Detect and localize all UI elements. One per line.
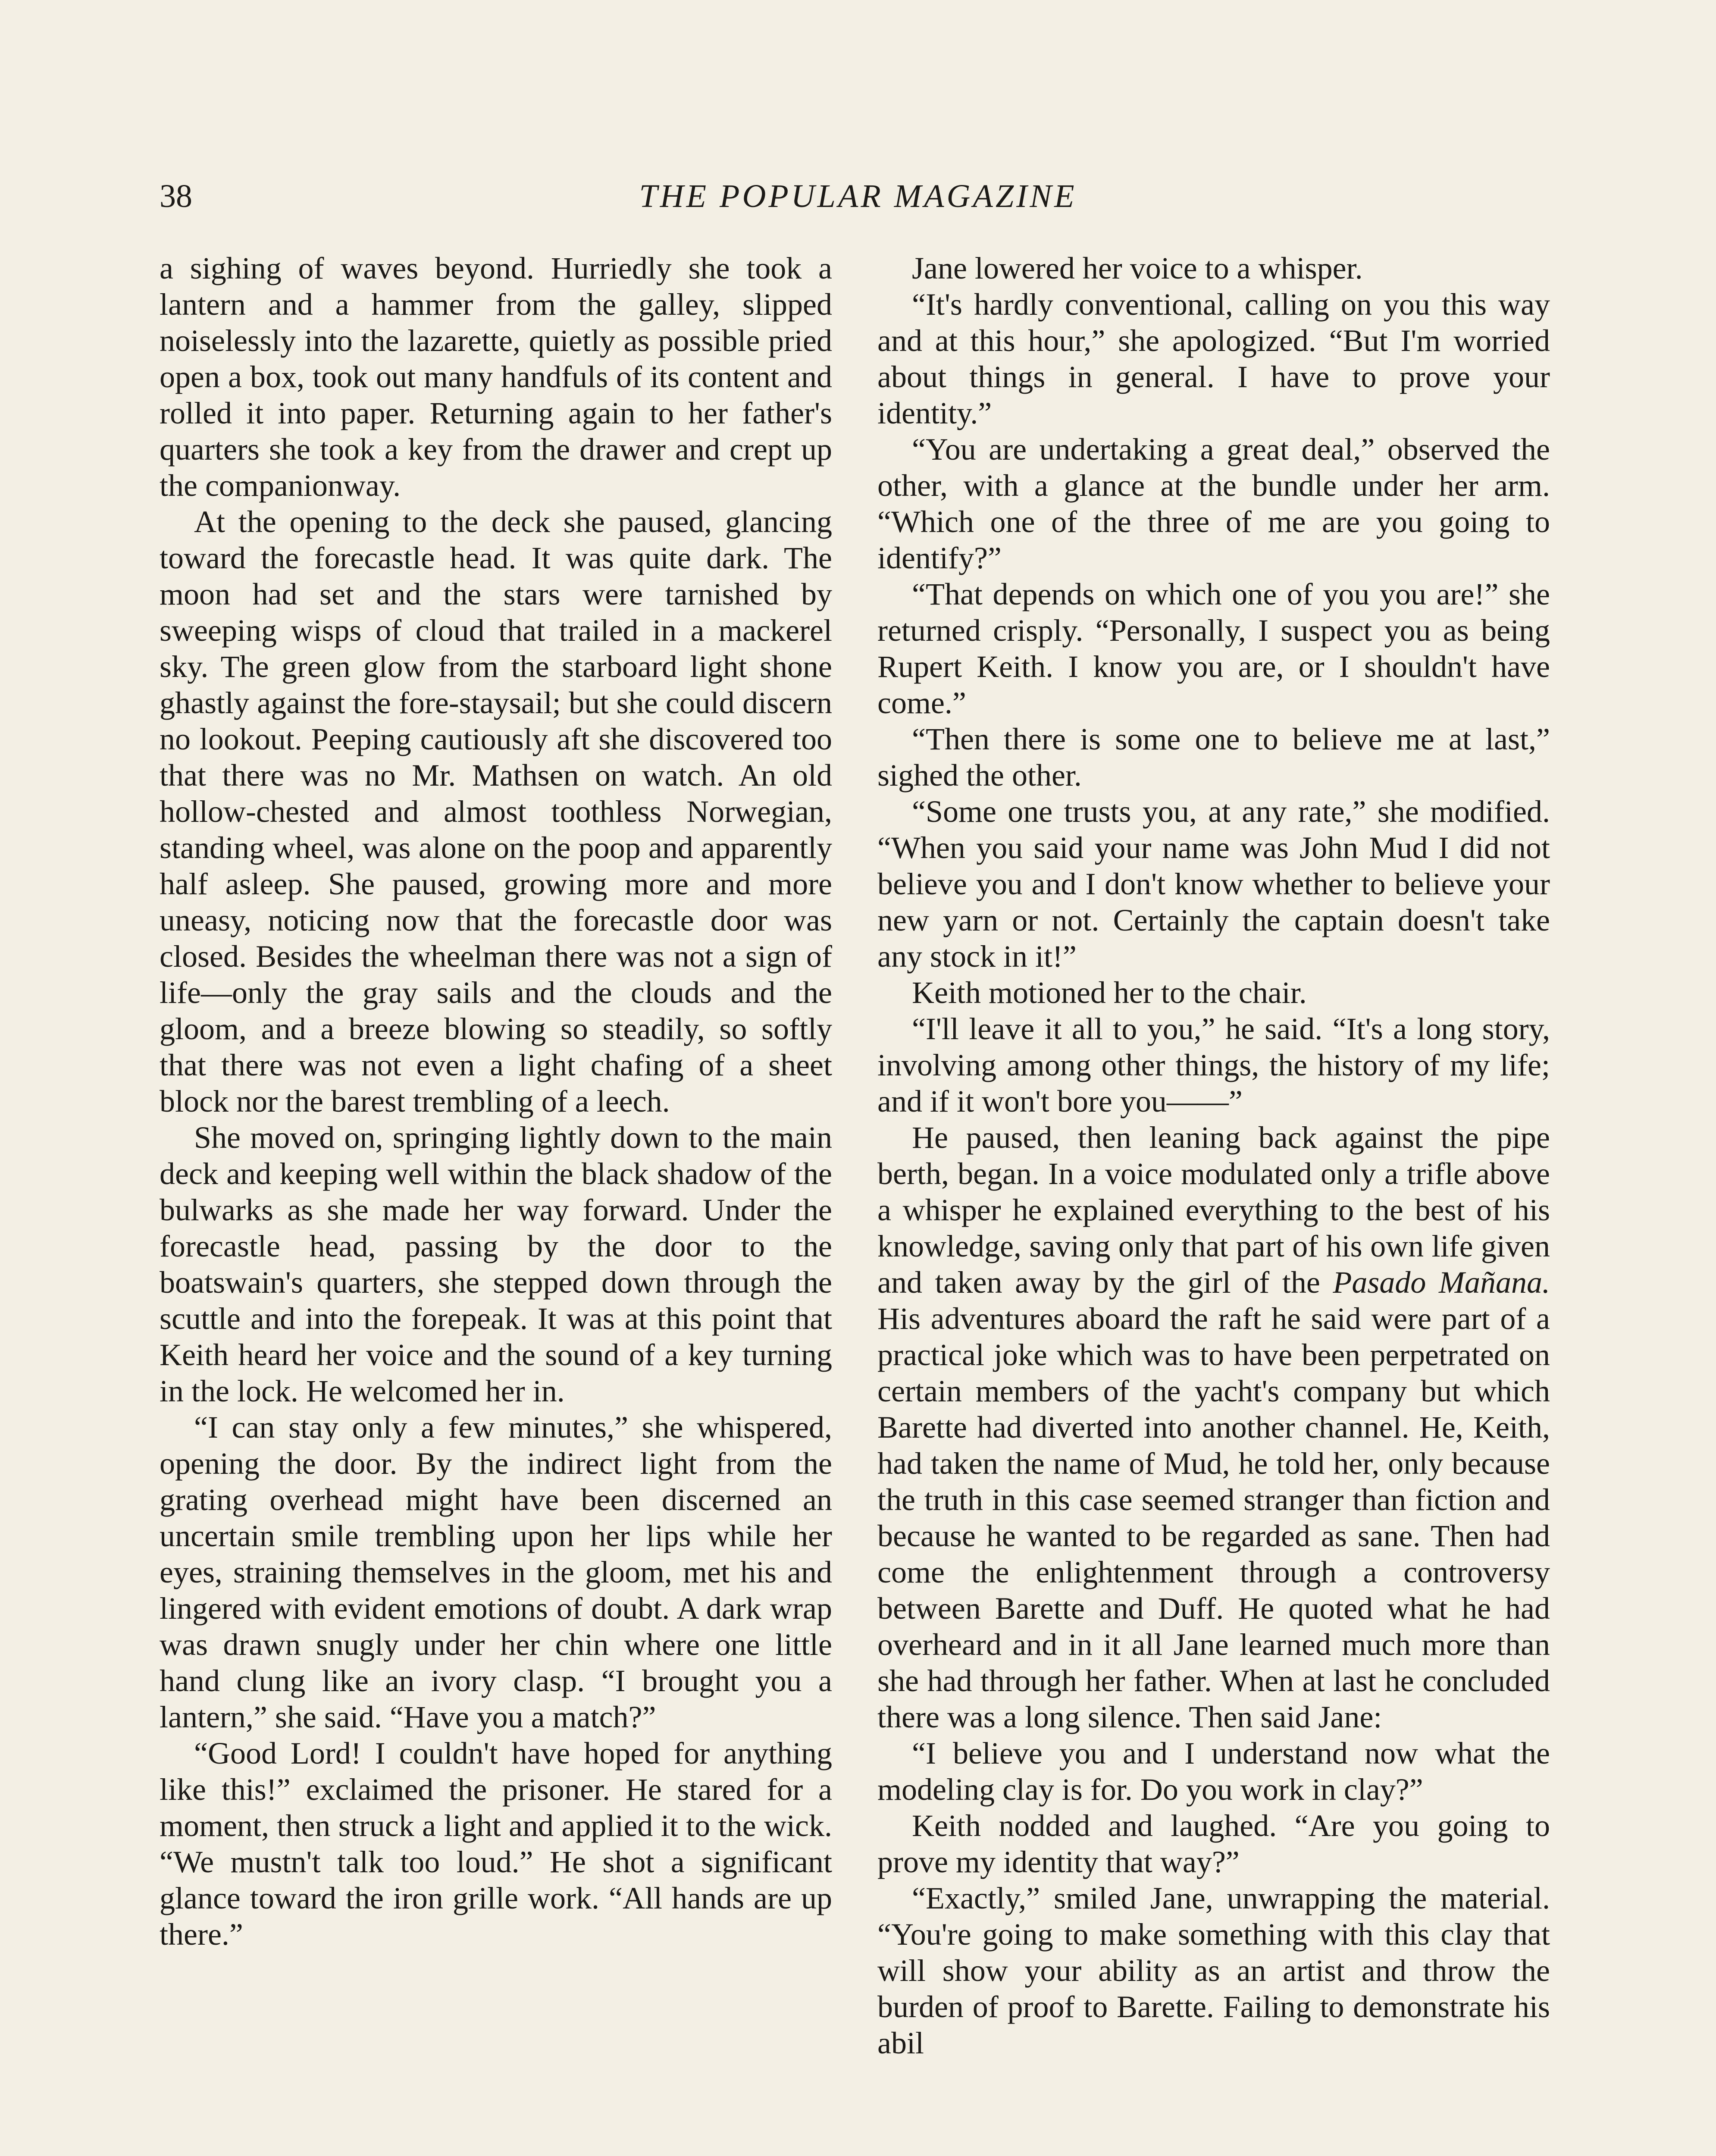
ship-name: Pasado Mañana.: [1333, 1265, 1550, 1300]
paragraph: Keith motioned her to the chair.: [912, 975, 1307, 1010]
paragraph-text: His adventures aboard the raft he said were part of a practical joke which was to have been perpetrated on certain members of the yacht's company but which Barette had diverted into another channel. He, Keith, had taken the name of Mud, he told her, only because the truth in this case seemed stranger than fiction and because he wanted to be regarded as sane. Then had come the enlightenment through a controversy between Barette and Duff. He quoted what he had overheard and in it all Jane learned much more than she had through her father. When at last he concluded there was a long silence. Then said Jane:: [877, 1301, 1550, 1734]
paragraph: a sighing of waves beyond. Hurriedly she took a lantern and a hammer from the galley, slipped noiselessly into the lazarette, quietly as possible pried open a box, took out many handfuls of its content and rolled it into paper. Returning again to her father's quarters she took a key from the drawer and crept up the companionway.: [160, 251, 832, 503]
running-title: THE POPULAR MAGAZINE: [639, 178, 1077, 214]
paragraph: “That depends on which one of you you are!” she returned crisply. “Personally, I suspect you as being Rupert Keith. I know you are, or I shouldn't have come.”: [877, 577, 1550, 720]
paragraph: “It's hardly conventional, calling on you this way and at this hour,” she apologized. “But I'm worried about things in general. I have to prove your identity.”: [877, 287, 1550, 430]
paragraph-text: He paused, then leaning back against the pipe berth, began. In a voice modulated only a trifle above a whisper he explained everything to the best of his knowledge, saving only that part of his own life given and taken away by the girl of the: [877, 1120, 1550, 1300]
paragraph: “Then there is some one to believe me at last,” sighed the other.: [877, 722, 1550, 793]
paragraph: “You are undertaking a great deal,” observed the other, with a glance at the bundle under her arm. “Which one of the three of me are you going to identify?”: [877, 432, 1550, 575]
paragraph: “I believe you and I understand now what the modeling clay is for. Do you work in clay?”: [877, 1736, 1550, 1807]
paragraph: “I can stay only a few minutes,” she whispered, opening the door. By the indirect light from the grating overhead might have been discerned an uncertain smile trembling upon her lips while her eyes, straining themselves in the gloom, met his and lingered with evident emotions of doubt. A dark wrap was drawn snugly under her chin where one little hand clung like an ivory clasp. “I brought you a lantern,” she said. “Have you a match?”: [160, 1410, 832, 1734]
paragraph: Keith nodded and laughed. “Are you going to prove my identity that way?”: [877, 1808, 1550, 1879]
left-column: [160, 250, 832, 1952]
page-number: 38: [160, 178, 192, 214]
paragraph: She moved on, springing lightly down to the main deck and keeping well within the black shadow of the bulwarks as she made her way forward. Under the forecastle head, passing by the door to the boatswain's quarters, she stepped down through the scuttle and into the forepeak. It was at this point that Keith heard her voice and the sound of a key turning in the lock. He welcomed her in.: [160, 1120, 832, 1408]
paragraph: “Some one trusts you, at any rate,” she modified. “When you said your name was John Mud I did not believe you and I don't know whether to believe your new yarn or not. Certainly the captain doesn't take any stock in it!”: [877, 794, 1550, 974]
paragraph: Jane lowered her voice to a whisper.: [912, 251, 1363, 285]
paragraph: At the opening to the deck she paused, glancing toward the forecastle head. It was quite dark. The moon had set and the stars were tarnished by sweeping wisps of cloud that trailed in a mackerel sky. The green glow from the starboard light shone ghastly against the fore-staysail; but she could discern no lookout. Peeping cautiously aft she discovered too that there was no Mr. Mathsen on watch. An old hollow-chested and almost toothless Norwegian, standing wheel, was alone on the poop and apparently half asleep. She paused, growing more and more uneasy, noticing now that the forecastle door was closed. Besides the wheelman there was not a sign of life—only the gray sails and the clouds and the gloom, and a breeze blowing so steadily, so softly that there was not even a light chafing of a sheet block nor the barest trembling of a leech.: [160, 505, 832, 1119]
page-header: [160, 172, 1556, 220]
right-column: [877, 250, 1550, 2061]
paragraph: “Exactly,” smiled Jane, unwrapping the material. “You're going to make something with this clay that will show your ability as an artist and throw the burden of proof to Barette. Failing to demonstrate his abil: [877, 1881, 1550, 2060]
paragraph: [877, 1119, 1550, 1735]
paragraph: “I'll leave it all to you,” he said. “It's a long story, involving among other things, the history of my life; and if it won't bore you——”: [877, 1012, 1550, 1119]
paragraph: “Good Lord! I couldn't have hoped for anything like this!” exclaimed the prisoner. He stared for a moment, then struck a light and applied it to the wick. “We mustn't talk too loud.” He shot a significant glance toward the iron grille work. “All hands are up there.”: [160, 1736, 832, 1952]
